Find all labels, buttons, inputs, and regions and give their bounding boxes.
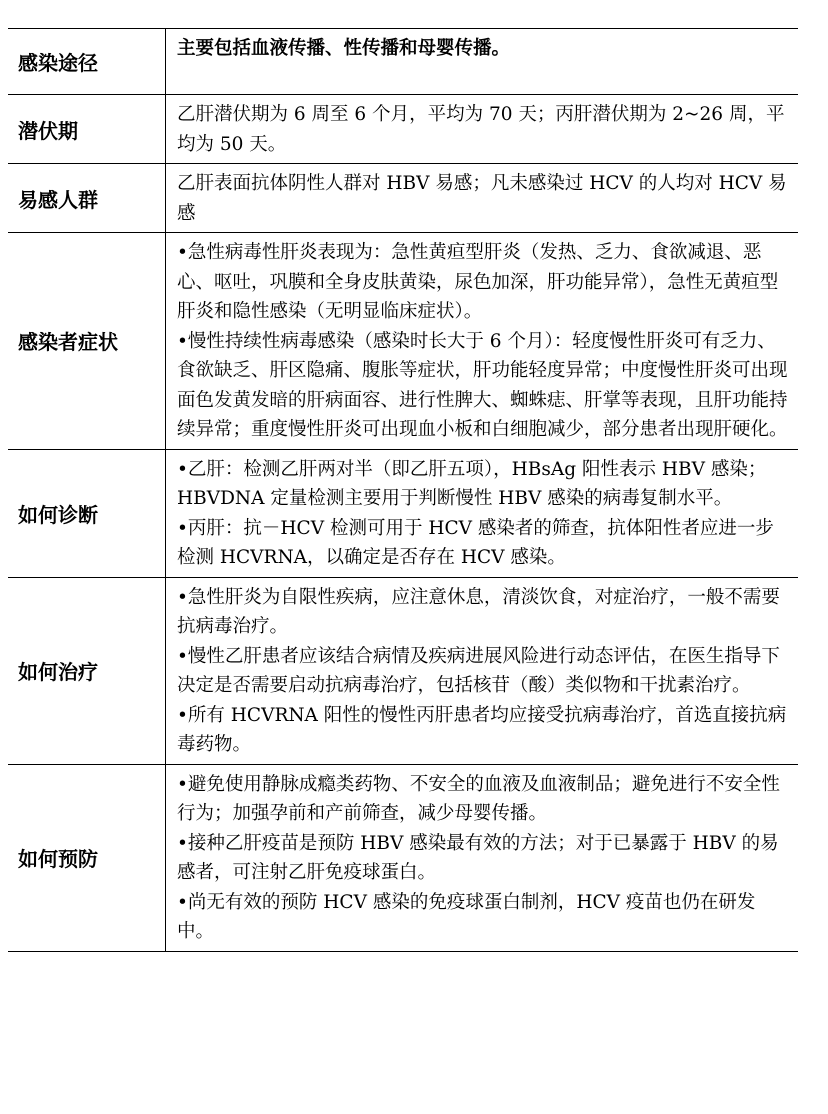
table-row bbox=[8, 29, 798, 95]
table-row bbox=[8, 164, 798, 233]
table-row bbox=[8, 95, 798, 164]
paragraph: 主要包括血液传播、性传播和母婴传播。 bbox=[177, 38, 511, 59]
hepatitis-info-table bbox=[8, 28, 798, 952]
paragraph: •接种乙肝疫苗是预防 HBV 感染最有效的方法；对于已暴露于 HBV 的易感者，可注射乙肝免疫球蛋白。 bbox=[177, 832, 779, 883]
paragraph: •所有 HCVRNA 阳性的慢性丙肝患者均应接受抗病毒治疗，首选直接抗病毒药物。 bbox=[177, 704, 787, 755]
paragraph: •慢性持续性病毒感染（感染时长大于 6 个月）：轻度慢性肝炎可有乏力、食欲缺乏、肝区隐痛、腹胀等症状，肝功能轻度异常；中度慢性肝炎可出现面色发黄发暗的肝病面容、进行性脾大、蜘蛛痣、肝掌等表现，且肝功能持续异常；重度慢性肝炎可出现血小板和白细胞减少，部分患者出现肝硬化。 bbox=[177, 330, 788, 440]
row-heading: 感染者症状 bbox=[8, 233, 166, 450]
table-row bbox=[8, 233, 798, 450]
paragraph: •急性肝炎为自限性疾病，应注意休息，清淡饮食，对症治疗，一般不需要抗病毒治疗。 bbox=[177, 586, 780, 637]
paragraph: •丙肝：抗－HCV 检测可用于 HCV 感染者的筛查，抗体阳性者应进一步检测 HCVRNA，以确定是否存在 HCV 感染。 bbox=[177, 517, 774, 568]
paragraph: 乙肝潜伏期为 6 周至 6 个月，平均为 70 天；丙肝潜伏期为 2~26 周，平均为 50 天。 bbox=[177, 104, 785, 155]
paragraph: 乙肝表面抗体阴性人群对 HBV 易感；凡未感染过 HCV 的人均对 HCV 易感 bbox=[177, 173, 787, 224]
row-heading: 易感人群 bbox=[8, 164, 166, 233]
paragraph: •急性病毒性肝炎表现为：急性黄疸型肝炎（发热、乏力、食欲减退、恶心、呕吐，巩膜和全身皮肤黄染，尿色加深，肝功能异常），急性无黄疸型肝炎和隐性感染（无明显临床症状）。 bbox=[177, 242, 779, 322]
row-content bbox=[166, 164, 799, 233]
table-row bbox=[8, 449, 798, 577]
row-heading: 感染途径 bbox=[8, 29, 166, 95]
row-content bbox=[166, 95, 799, 164]
table-row bbox=[8, 577, 798, 764]
row-heading: 如何治疗 bbox=[8, 577, 166, 764]
row-content bbox=[166, 577, 799, 764]
row-heading: 如何预防 bbox=[8, 764, 166, 951]
table-row bbox=[8, 764, 798, 951]
paragraph: •慢性乙肝患者应该结合病情及疾病进展风险进行动态评估，在医生指导下决定是否需要启动抗病毒治疗，包括核苷（酸）类似物和干扰素治疗。 bbox=[177, 645, 780, 696]
row-content bbox=[166, 29, 799, 95]
row-content bbox=[166, 233, 799, 450]
paragraph: •避免使用静脉成瘾类药物、不安全的血液及血液制品；避免进行不安全性行为；加强孕前和产前筛查，减少母婴传播。 bbox=[177, 773, 780, 824]
row-heading: 潜伏期 bbox=[8, 95, 166, 164]
paragraph: •尚无有效的预防 HCV 感染的免疫球蛋白制剂，HCV 疫苗也仍在研发中。 bbox=[177, 891, 756, 942]
row-content bbox=[166, 764, 799, 951]
row-heading: 如何诊断 bbox=[8, 449, 166, 577]
row-content bbox=[166, 449, 799, 577]
paragraph: •乙肝：检测乙肝两对半（即乙肝五项），HBsAg 阳性表示 HBV 感染；HBVDNA 定量检测主要用于判断慢性 HBV 感染的病毒复制水平。 bbox=[177, 458, 767, 509]
